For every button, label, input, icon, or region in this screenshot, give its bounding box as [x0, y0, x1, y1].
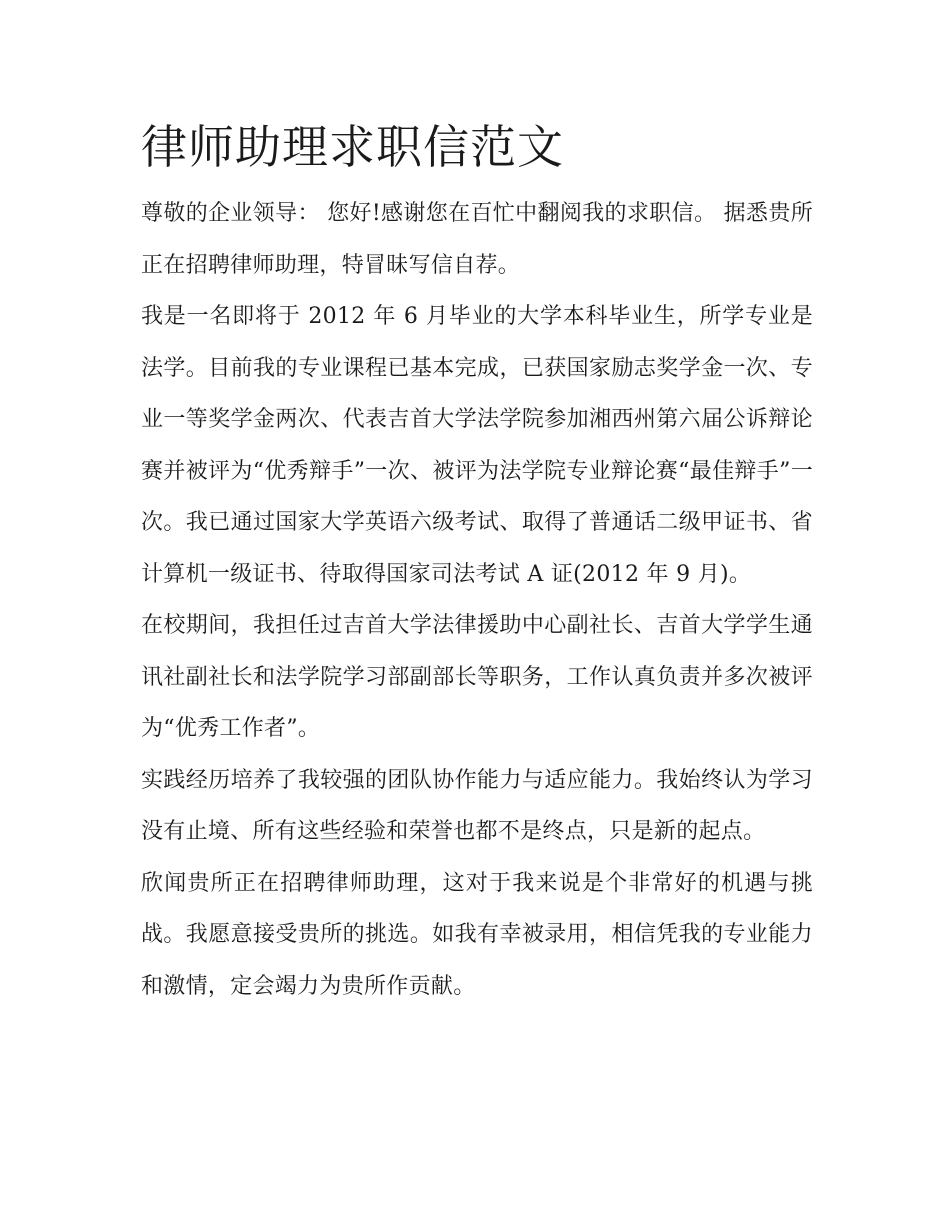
paragraph-greeting: 尊敬的企业领导： 您好!感谢您在百忙中翻阅我的求职信。 据悉贵所正在招聘律师助理，特冒昧写信自荐。: [141, 201, 813, 278]
paragraph-campus-roles: 在校期间，我担任过吉首大学法律援助中心副社长、吉首大学学生通讯社副社长和法学院学习部副部长等职务，工作认真负责并多次被评为“优秀工作者”。: [141, 613, 813, 741]
paragraph-background: 我是一名即将于 2012 年 6 月毕业的大学本科毕业生，所学专业是法学。目前我的专业课程已基本完成，已获国家励志奖学金一次、专业一等奖学金两次、代表吉首大学法学院参加湘西州第六届公诉辩论赛并被评为“优秀辩手”一次、被评为法学院专业辩论赛“最佳辩手”一次。我已通过国家大学英语六级考试、取得了普通话二级甲证书、省计算机一级证书、待取得国家司法考试 A 证(2012 年 9 月)。: [141, 304, 813, 587]
paragraph-closing: 欣闻贵所正在招聘律师助理，这对于我来说是个非常好的机遇与挑战。我愿意接受贵所的挑选。如我有幸被录用，相信凭我的专业能力和激情，定会竭力为贵所作贡献。: [141, 870, 813, 999]
document-body: [141, 112, 813, 1012]
document-title: 律师助理求职信范文: [141, 120, 564, 174]
paragraph-abilities: 实践经历培养了我较强的团队协作能力与适应能力。我始终认为学习没有止境、所有这些经验和荣誉也都不是终点，只是新的起点。: [141, 767, 813, 844]
